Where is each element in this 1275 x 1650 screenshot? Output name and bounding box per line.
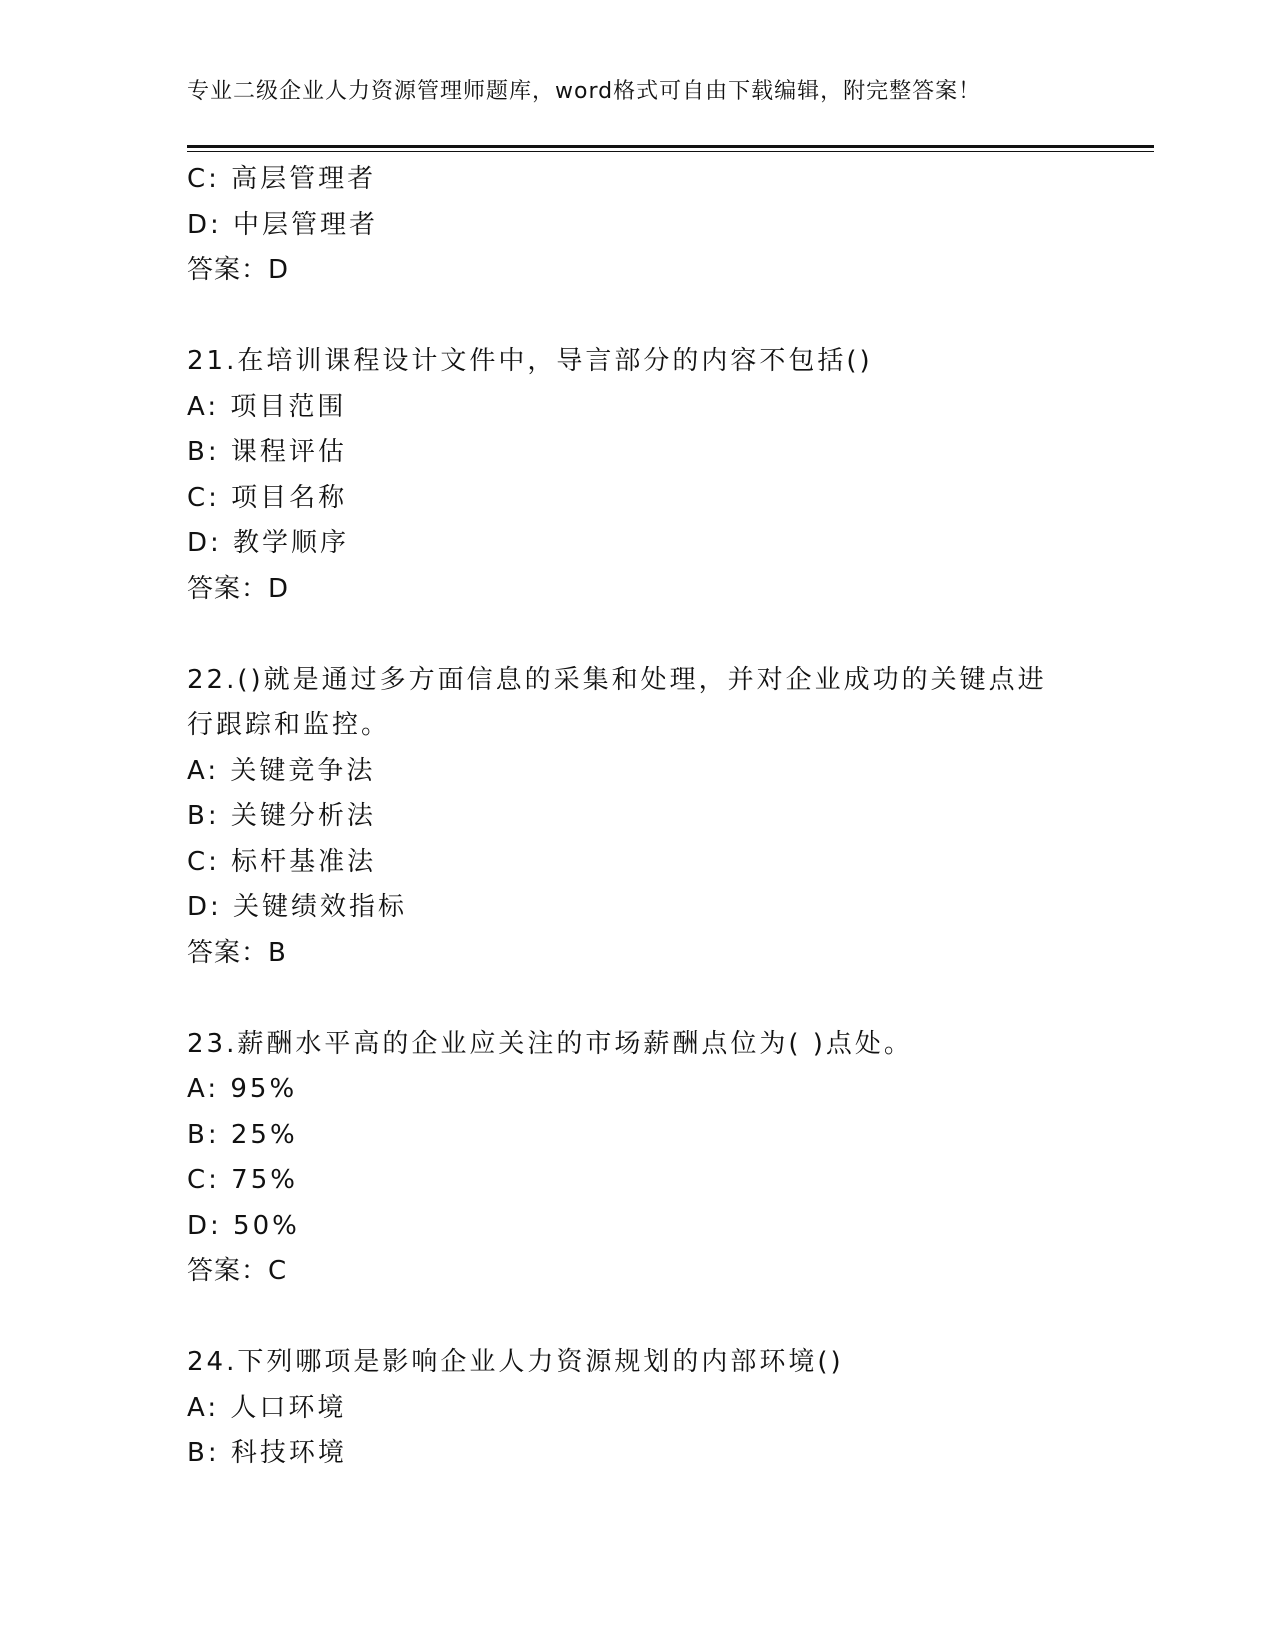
option-c: C: 项目名称: [187, 482, 348, 513]
option-a: A: 人口环境: [187, 1392, 347, 1423]
option-b: B: 关键分析法: [187, 801, 376, 831]
option-d: D: 关键绩效指标: [187, 892, 408, 922]
document-body: [187, 157, 1087, 1477]
answer-line: 答案：D: [187, 255, 290, 285]
question-text: 21.在培训课程设计文件中，导言部分的内容不包括(): [187, 346, 873, 376]
answer-line: 答案：B: [187, 937, 287, 968]
question-text: 23.薪酬水平高的企业应关注的市场薪酬点位为( )点处。: [187, 1028, 913, 1059]
option-a: A: 关键竞争法: [187, 755, 376, 786]
option-d: D: 教学顺序: [187, 528, 350, 558]
option-c: C: 标杆基准法: [187, 846, 377, 877]
option-a: A: 项目范围: [187, 391, 347, 422]
page-header: 专业二级企业人力资源管理师题库，word格式可自由下载编辑，附完整答案！: [187, 79, 982, 104]
question-text: 22.()就是通过多方面信息的采集和处理，并对企业成功的关键点进行跟踪和监控。: [187, 664, 1047, 740]
question-text: 24.下列哪项是影响企业人力资源规划的内部环境(): [187, 1347, 844, 1377]
option-d: D: 中层管理者: [187, 209, 379, 240]
option-a: A: 95%: [187, 1074, 298, 1104]
option-b: B: 25%: [187, 1119, 298, 1150]
option-c: C: 75%: [187, 1165, 298, 1195]
option-c: C: 高层管理者: [187, 164, 377, 194]
answer-line: 答案：C: [187, 1256, 288, 1286]
header-divider: [187, 145, 1154, 152]
option-d: D: 50%: [187, 1210, 300, 1241]
option-b: B: 课程评估: [187, 437, 347, 467]
option-b: B: 科技环境: [187, 1438, 347, 1468]
answer-line: 答案：D: [187, 573, 290, 604]
